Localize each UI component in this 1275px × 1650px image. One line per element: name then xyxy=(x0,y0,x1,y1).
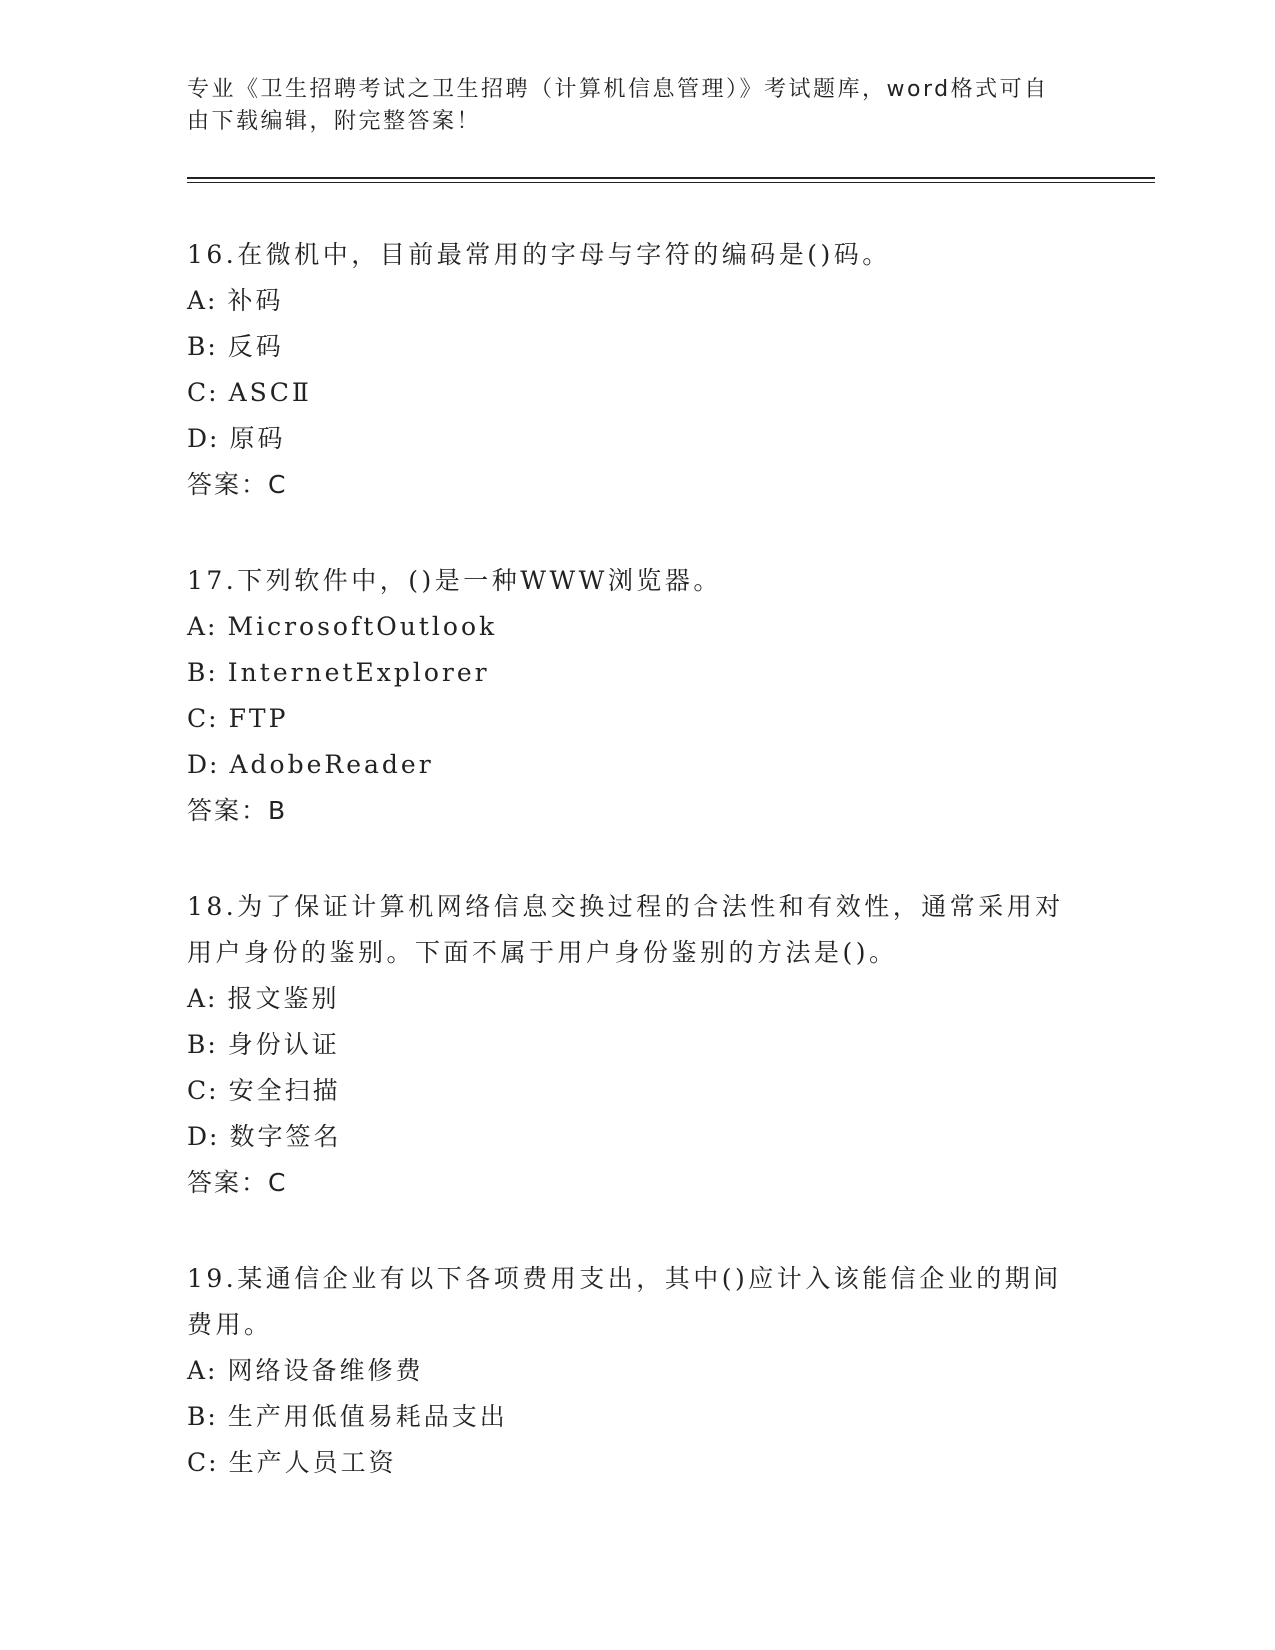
question-18 xyxy=(187,884,1087,1206)
option-text: 补码 xyxy=(227,286,284,315)
option-c xyxy=(187,370,1087,416)
option-a xyxy=(187,1348,1087,1394)
option-d xyxy=(187,416,1087,462)
option-text: InternetExplorer xyxy=(227,658,490,687)
option-letter: B: xyxy=(187,658,218,687)
option-letter: A: xyxy=(187,286,218,315)
option-text: AdobeReader xyxy=(229,750,434,779)
option-letter: D: xyxy=(187,750,220,779)
answer-line: 答案：C xyxy=(187,1168,288,1197)
option-letter: C: xyxy=(187,1076,219,1105)
option-letter: C: xyxy=(187,1448,219,1477)
option-b xyxy=(187,1394,1087,1440)
option-d xyxy=(187,742,1087,788)
option-text: 反码 xyxy=(227,332,284,361)
option-text: 安全扫描 xyxy=(228,1076,341,1105)
question-17 xyxy=(187,558,1087,834)
option-letter: B: xyxy=(187,332,218,361)
option-b xyxy=(187,650,1087,696)
option-a xyxy=(187,278,1087,324)
option-text: 报文鉴别 xyxy=(227,984,340,1013)
option-text: 数字签名 xyxy=(229,1122,342,1151)
option-text: 原码 xyxy=(229,424,286,453)
option-letter: B: xyxy=(187,1402,218,1431)
option-text: 网络设备维修费 xyxy=(227,1356,424,1385)
header-rule-thick xyxy=(187,177,1155,179)
option-c xyxy=(187,696,1087,742)
option-a xyxy=(187,976,1087,1022)
option-a xyxy=(187,604,1087,650)
option-c xyxy=(187,1440,1087,1486)
answer-line: 答案：B xyxy=(187,796,288,825)
option-letter: A: xyxy=(187,984,218,1013)
question-text: 18.为了保证计算机网络信息交换过程的合法性和有效性，通常采用对用户身份的鉴别。下面不属于用户身份鉴别的方法是()。 xyxy=(187,892,1064,967)
option-text: ASCⅡ xyxy=(228,378,312,407)
option-b xyxy=(187,324,1087,370)
option-letter: D: xyxy=(187,424,220,453)
question-text: 17.下列软件中，()是一种WWW浏览器。 xyxy=(187,566,722,595)
option-d xyxy=(187,1114,1087,1160)
option-letter: D: xyxy=(187,1122,220,1151)
question-text: 19.某通信企业有以下各项费用支出，其中()应计入该能信企业的期间费用。 xyxy=(187,1264,1062,1339)
option-letter: C: xyxy=(187,704,219,733)
option-letter: A: xyxy=(187,1356,218,1385)
question-19 xyxy=(187,1256,1087,1486)
answer-line: 答案：C xyxy=(187,470,288,499)
option-letter: A: xyxy=(187,612,218,641)
option-b xyxy=(187,1022,1087,1068)
option-c xyxy=(187,1068,1087,1114)
option-letter: B: xyxy=(187,1030,218,1059)
question-list xyxy=(187,232,1087,1536)
option-letter: C: xyxy=(187,378,219,407)
option-text: 身份认证 xyxy=(227,1030,340,1059)
question-text: 16.在微机中，目前最常用的字母与字符的编码是()码。 xyxy=(187,240,891,269)
option-text: MicrosoftOutlook xyxy=(227,612,498,641)
question-16 xyxy=(187,232,1087,508)
document-header: 专业《卫生招聘考试之卫生招聘（计算机信息管理）》考试题库，word格式可自由下载编辑，附完整答案！ xyxy=(187,77,1049,134)
header-rule-thin xyxy=(187,182,1155,183)
option-text: 生产用低值易耗品支出 xyxy=(227,1402,508,1431)
option-text: 生产人员工资 xyxy=(228,1448,397,1477)
option-text: FTP xyxy=(228,704,289,733)
